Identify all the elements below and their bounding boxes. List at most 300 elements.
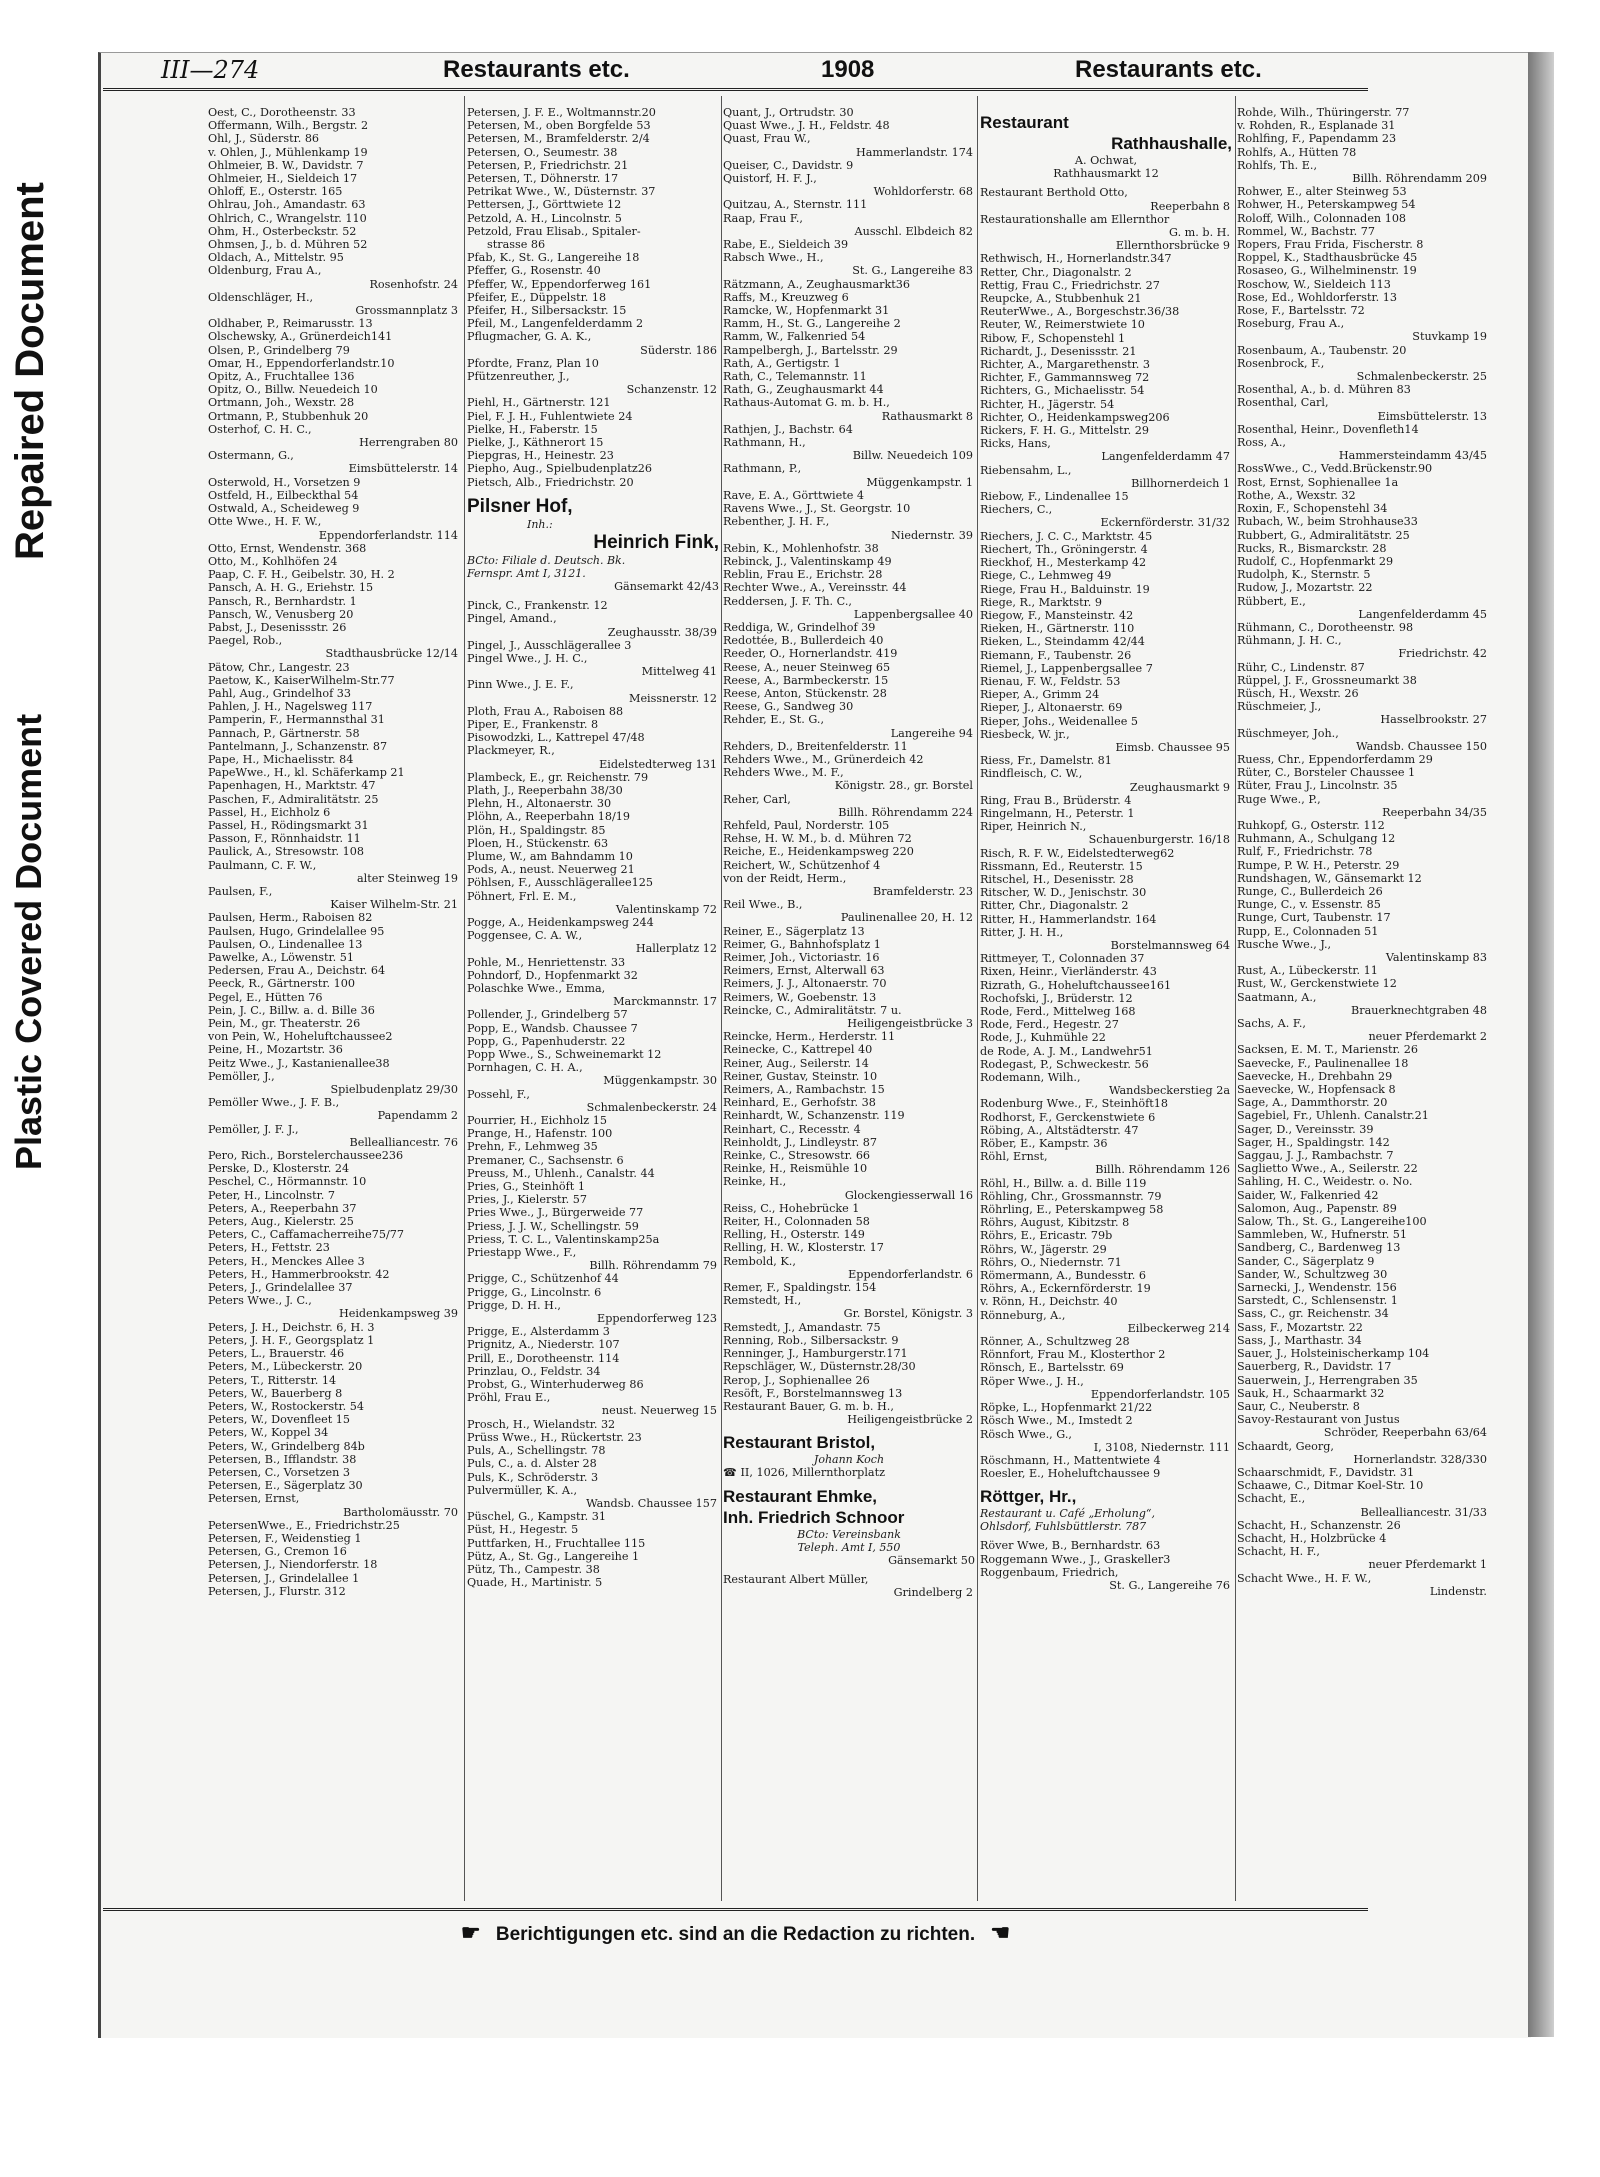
- directory-entry: Ramm, W., Falkenried 54: [723, 330, 866, 344]
- directory-entry: Peter, H., Lincolnstr. 7: [208, 1188, 335, 1202]
- directory-entry: Reddersen, J. F. Th. C.,: [723, 594, 852, 608]
- directory-entry: Schacht, H. F.,: [1237, 1545, 1320, 1559]
- directory-entry: Peters, W., Dovenfleet 15: [208, 1413, 351, 1427]
- directory-entry: Petersen, T., Döhnerstr. 17: [467, 172, 619, 186]
- directory-entry: Rönsch, E., Bartelsstr. 69: [980, 1361, 1124, 1375]
- directory-entry: Ramm, H., St. G., Langereihe 2: [723, 317, 901, 331]
- directory-entry: Schaawe, C., Ditmar Koel-Str. 10: [1237, 1479, 1424, 1493]
- directory-entry: Rosenthal, Carl,: [1237, 396, 1329, 410]
- directory-entry: Reuter, W., Reimerstwiete 10: [980, 318, 1145, 332]
- directory-entry: Petersen, G., Cremon 16: [208, 1545, 347, 1559]
- directory-entry: Langereihe 94: [890, 726, 973, 740]
- directory-entry: neust. Neuerweg 15: [601, 1404, 717, 1418]
- ad-title: Restaurant Bristol,: [723, 1433, 876, 1453]
- directory-entry: Pfab, K., St. G., Langereihe 18: [467, 251, 640, 265]
- directory-entry: Rost, Ernst, Sophienallee 1a: [1237, 475, 1399, 489]
- directory-entry: Relling, H. W., Klosterstr. 17: [723, 1241, 884, 1255]
- directory-entry: Remer, F., Spaldingstr. 154: [723, 1281, 877, 1295]
- directory-entry: Rosenbrock, F.,: [1237, 356, 1325, 370]
- column-2: [467, 106, 719, 1589]
- directory-entry: Peters, J. H., Deichstr. 6, H. 3: [208, 1320, 375, 1334]
- directory-entry: Reichert, W., Schützenhof 4: [723, 858, 881, 872]
- directory-entry: Preuss, M., Uhlenh., Canalstr. 44: [467, 1166, 655, 1180]
- directory-entry: Pansch, A. H. G., Eriehstr. 15: [208, 581, 374, 595]
- directory-entry: Riess, Fr., Damelstr. 81: [980, 754, 1112, 768]
- right-running-title: Restaurants etc.: [1075, 56, 1262, 83]
- directory-entry: Peters, H., Fettstr. 23: [208, 1241, 330, 1255]
- directory-entry: Rüschmeyer, Joh.,: [1237, 726, 1339, 740]
- left-running-title: Restaurants etc.: [443, 56, 630, 83]
- directory-entry: Hammerlandstr. 174: [855, 145, 973, 159]
- directory-entry: Rehders Wwe., M., Grünerdeich 42: [723, 752, 924, 766]
- directory-entry: Prange, H., Hafenstr. 100: [467, 1127, 613, 1141]
- directory-entry: Heidenkampsweg 39: [338, 1307, 458, 1321]
- directory-entry: Ritter, J. H. H.,: [980, 925, 1064, 939]
- directory-entry: Pfeil, M., Langenfelderdamm 2: [467, 317, 644, 331]
- header-rule: [103, 88, 1368, 93]
- directory-entry: Roxin, F., Schopenstehl 34: [1237, 502, 1388, 516]
- directory-entry: Rieken, L., Steindamm 42/44: [980, 635, 1145, 649]
- directory-entry: ReuterWwe., A., Borgeschstr.36/38: [980, 305, 1180, 319]
- directory-entry: Rechter Wwe., A., Vereinsstr. 44: [723, 581, 907, 595]
- directory-entry: Wandsbeckerstieg 2a: [1108, 1084, 1230, 1098]
- directory-entry: Petersen, B., Ifflandstr. 38: [208, 1452, 357, 1466]
- directory-entry: Pape, H., Michaelisstr. 84: [208, 752, 354, 766]
- directory-entry: Riper, Heinrich N.,: [980, 820, 1087, 834]
- column-1: [208, 106, 460, 1598]
- directory-entry: Opitz, A., Fruchtallee 136: [208, 370, 355, 384]
- directory-entry: v. Ohlen, J., Mühlenkamp 19: [208, 145, 368, 159]
- directory-entry: Reupcke, A., Stubbenhuk 21: [980, 292, 1142, 306]
- directory-entry: Kaiser Wilhelm-Str. 21: [330, 898, 458, 912]
- directory-entry: Petersen, P., Friedrichstr. 21: [467, 158, 629, 172]
- directory-entry: Rethwisch, H., Hornerlandstr.347: [980, 252, 1172, 266]
- directory-entry: Bellealliancestr. 31/33: [1360, 1505, 1487, 1519]
- directory-entry: Riebow, F., Lindenallee 15: [980, 490, 1129, 504]
- directory-entry: Petrikat Wwe., W., Düsternstr. 37: [467, 185, 656, 199]
- ad-owner-label: Inh.:: [527, 517, 553, 531]
- directory-entry: Prigge, D. H. H.,: [467, 1298, 561, 1312]
- directory-entry: Glockengiesserwall 16: [844, 1188, 973, 1202]
- directory-entry: Ohl, J., Süderstr. 86: [208, 132, 320, 146]
- directory-entry: Petersen, M., Bramfelderstr. 2/4: [467, 132, 650, 146]
- directory-entry: Petersen, F., Weidenstieg 1: [208, 1531, 362, 1545]
- directory-entry: von der Reidt, Herm.,: [723, 871, 847, 885]
- directory-entry: Pfeffer, G., Rosenstr. 40: [467, 264, 601, 278]
- directory-entry: Rosenthal, Heinr., Dovenfleth14: [1237, 422, 1419, 436]
- directory-entry: Rose, Ed., Wohldorferstr. 13: [1237, 290, 1397, 304]
- directory-entry: Pöhlsen, F., Ausschlägerallee125: [467, 876, 653, 890]
- directory-entry: Rathjen, J., Bachstr. 64: [723, 422, 853, 436]
- directory-entry: Peters Wwe., J. C.,: [208, 1294, 312, 1308]
- directory-entry: Peters, J. H. F., Georgsplatz 1: [208, 1333, 375, 1347]
- directory-entry: Billw. Neuedeich 109: [852, 449, 973, 463]
- directory-entry: Puls, A., Schellingstr. 78: [467, 1444, 606, 1458]
- directory-entry: Rampelbergh, J., Bartelsstr. 29: [723, 343, 898, 357]
- directory-entry: Röbing, A., Altstädterstr. 47: [980, 1123, 1139, 1137]
- directory-entry: Riemann, F., Taubenstr. 26: [980, 648, 1132, 662]
- directory-entry: Rönnfort, Frau M., Klosterthor 2: [980, 1348, 1166, 1362]
- directory-entry: Petersen, J., Grindelallee 1: [208, 1571, 360, 1585]
- directory-entry: Paulick, A., Stresowstr. 108: [208, 845, 364, 859]
- directory-entry: Schaardt, Georg,: [1237, 1439, 1334, 1453]
- directory-entry: Salomon, Aug., Papenstr. 89: [1237, 1201, 1397, 1215]
- directory-entry: Röver Wwe, B., Bernhardstr. 63: [980, 1539, 1161, 1553]
- directory-entry: Rulf, F., Friedrichstr. 78: [1237, 845, 1373, 859]
- directory-entry: Röhl, H., Billw. a. d. Bille 119: [980, 1176, 1147, 1190]
- directory-entry: Ross, A.,: [1237, 436, 1286, 450]
- directory-entry: Rudolf, C., Hopfenmarkt 29: [1237, 554, 1394, 568]
- directory-entry: Otto, Ernst, Wendenstr. 368: [208, 541, 367, 555]
- directory-entry: Reil Wwe., B.,: [723, 898, 803, 912]
- column-3: [723, 106, 975, 1599]
- directory-entry: Grossmannplatz 3: [355, 304, 458, 318]
- directory-entry: Eidelstedterweg 131: [599, 757, 717, 771]
- directory-entry: Restaurant Albert Müller,: [723, 1572, 869, 1586]
- directory-entry: Rönner, A., Schultzweg 28: [980, 1335, 1130, 1349]
- pointing-hand-icon: ☛: [460, 1920, 481, 1945]
- column-divider: [1235, 96, 1236, 1901]
- directory-entry: Sachs, A. F.,: [1237, 1017, 1306, 1031]
- directory-entry: Rommel, W., Bachstr. 77: [1237, 224, 1375, 238]
- directory-entry: Restaurant Bauer, G. m. b. H.,: [723, 1399, 894, 1413]
- directory-entry: alter Steinweg 19: [357, 871, 458, 885]
- directory-entry: RossWwe., C., Vedd.Brückenstr.90: [1237, 462, 1433, 476]
- directory-entry: Sacksen, E. M. T., Marienstr. 26: [1237, 1043, 1418, 1057]
- directory-entry: Spielbudenplatz 29/30: [330, 1083, 458, 1097]
- directory-entry: Olsen, P., Grindelberg 79: [208, 343, 350, 357]
- directory-entry: Runge, C., v. Essenstr. 85: [1237, 898, 1381, 912]
- directory-entry: Bramfelderstr. 23: [872, 884, 973, 898]
- directory-entry: Petersen, C., Vorsetzen 3: [208, 1465, 351, 1479]
- directory-entry: Lappenbergsallee 40: [853, 607, 973, 621]
- directory-entry: PetersenWwe., E., Friedrichstr.25: [208, 1518, 400, 1532]
- directory-entry: Pfützenreuther, J.,: [467, 370, 570, 384]
- directory-entry: Paegel, Rob.,: [208, 634, 283, 648]
- directory-entry: Saggau, J. J., Rambachstr. 7: [1237, 1149, 1394, 1163]
- directory-entry: Pamperin, F., Hermannsthal 31: [208, 713, 385, 727]
- directory-entry: Rickers, F. H. G., Mittelstr. 29: [980, 424, 1149, 438]
- roettger-advertisement: [980, 1486, 1232, 1533]
- directory-entry: Langenfelderdamm 47: [1101, 450, 1230, 464]
- directory-entry: Paschen, F., Admiralitätstr. 25: [208, 792, 379, 806]
- directory-entry: Ritter, H., Hammerlandstr. 164: [980, 912, 1157, 926]
- directory-entry: Röhrs, O., Niedernstr. 71: [980, 1255, 1122, 1269]
- directory-entry: Billh. Röhrendamm 224: [838, 805, 973, 819]
- directory-entry: Priess, J. J. W., Schellingstr. 59: [467, 1219, 639, 1233]
- directory-entry: Ropers, Frau Frida, Fischerstr. 8: [1237, 238, 1424, 252]
- directory-entry: Reese, A., Barmbeckerstr. 15: [723, 673, 889, 687]
- directory-entry: neuer Pferdemarkt 2: [1368, 1030, 1487, 1044]
- directory-entry: Prigge, E., Alsterdamm 3: [467, 1325, 610, 1339]
- directory-entry: Billh. Röhrendamm 79: [589, 1259, 717, 1273]
- directory-entry: Ringelmann, H., Peterstr. 1: [980, 806, 1135, 820]
- directory-entry: Renning, Rob., Silbersackstr. 9: [723, 1333, 899, 1347]
- column-4: [980, 106, 1232, 1592]
- directory-entry: Röhrs, August, Kibitzstr. 8: [980, 1216, 1130, 1230]
- directory-entry: Ohlmeier, H., Sieldeich 17: [208, 172, 358, 186]
- directory-entry: Reinhard, E., Gerhofstr. 38: [723, 1096, 876, 1110]
- directory-entry: Lindenstr.: [1429, 1584, 1487, 1598]
- directory-entry: Pröhl, Frau E.,: [467, 1391, 551, 1405]
- directory-entry: Röhling, Chr., Grossmannstr. 79: [980, 1189, 1162, 1203]
- directory-entry: Pabst, J., Desenissstr. 26: [208, 620, 347, 634]
- directory-entry: Pansch, R., Bernhardstr. 1: [208, 594, 357, 608]
- directory-entry: Peters, J., Grindelallee 37: [208, 1281, 353, 1295]
- directory-entry: I, 3108, Niedernstr. 111: [1093, 1440, 1230, 1454]
- directory-entry: Ricks, Hans,: [980, 437, 1051, 451]
- directory-entry: Stuvkamp 19: [1412, 330, 1487, 344]
- directory-entry: Rupp, E., Colonnaden 51: [1237, 924, 1379, 938]
- directory-entry: Petersen, M., oben Borgfelde 53: [467, 119, 651, 133]
- directory-entry: Zeughausmarkt 9: [1129, 780, 1230, 794]
- directory-entry: Premaner, C., Sachsenstr. 6: [467, 1153, 624, 1167]
- directory-entry: Prigge, G., Lincolnstr. 6: [467, 1285, 602, 1299]
- directory-entry: Roloff, Wilh., Colonnaden 108: [1237, 211, 1407, 225]
- directory-entry: Reimer, G., Bahnhofsplatz 1: [723, 937, 881, 951]
- directory-entry: Rosenbaum, A., Taubenstr. 20: [1237, 343, 1407, 357]
- page-number: III—274: [161, 56, 260, 84]
- directory-entry: Rüter, C., Borsteler Chaussee 1: [1237, 766, 1416, 780]
- directory-entry: Reeperbahn 8: [1150, 199, 1230, 213]
- directory-entry: Polaschke Wwe., Emma,: [467, 981, 606, 995]
- directory-entry: Röhrs, A., Eckernförderstr. 19: [980, 1282, 1151, 1296]
- directory-entry: Rohlfs, A., Hütten 78: [1237, 145, 1357, 159]
- directory-entry: Rodemann, Wilh.,: [980, 1071, 1081, 1085]
- directory-entry: Gr. Borstel, Königstr. 3: [843, 1307, 973, 1321]
- directory-entry: Riege, Frau H., Balduinstr. 19: [980, 582, 1150, 596]
- directory-entry: Osterwold, H., Vorsetzen 9: [208, 475, 361, 489]
- directory-entry: Pahl, Aug., Grindelhof 33: [208, 686, 352, 700]
- directory-entry: Sauerberg, R., Davidstr. 17: [1237, 1360, 1392, 1374]
- directory-entry: Rosenthal, A., b. d. Mühren 83: [1237, 383, 1411, 397]
- directory-entry: Ruge Wwe., P.,: [1237, 792, 1321, 806]
- directory-entry: Peters, Aug., Kielerstr. 25: [208, 1215, 354, 1229]
- directory-entry: Roggenbaum, Friedrich,: [980, 1565, 1119, 1579]
- directory-entry: Rathmann, P.,: [723, 462, 802, 476]
- directory-entry: Rühmann, C., Dorotheenstr. 98: [1237, 620, 1414, 634]
- directory-entry: Redottée, B., Bullerdeich 40: [723, 634, 884, 648]
- directory-entry: Sass, C., gr. Reichenstr. 34: [1237, 1307, 1389, 1321]
- directory-entry: Süderstr. 186: [640, 343, 717, 357]
- directory-entry: Peine, H., Mozartstr. 36: [208, 1043, 343, 1057]
- directory-entry: Papendamm 2: [377, 1109, 458, 1123]
- directory-entry: Sass, J., Marthastr. 34: [1237, 1333, 1362, 1347]
- directory-entry: Rerop, J., Sophienallee 26: [723, 1373, 870, 1387]
- directory-entry: Schanzenstr. 12: [626, 383, 717, 397]
- directory-entry: Richter, A., Margarethenstr. 3: [980, 358, 1150, 372]
- directory-entry: Pinn Wwe., J. E. F.,: [467, 678, 574, 692]
- directory-entry: Pfeffer, W., Eppendorferweg 161: [467, 277, 652, 291]
- directory-entry: Riemel, J., Lappenbergsallee 7: [980, 661, 1153, 675]
- directory-entry: Plön, H., Spaldingstr. 85: [467, 823, 606, 837]
- directory-entry: Rembold, K.,: [723, 1254, 796, 1268]
- directory-entry: Eilbeckerweg 214: [1127, 1321, 1230, 1335]
- directory-entry: Roggemann Wwe., J., Graskeller3: [980, 1552, 1171, 1566]
- directory-entry: Saatmann, A.,: [1237, 990, 1317, 1004]
- directory-entry: PapeWwe., H., kl. Schäferkamp 21: [208, 766, 405, 780]
- directory-entry: Oldhaber, P., Reimarusstr. 13: [208, 317, 373, 331]
- directory-entry: Renninger, J., Hamburgerstr.171: [723, 1347, 908, 1361]
- directory-entry: Pourrier, H., Eichholz 15: [467, 1114, 607, 1128]
- directory-entry: Billh. Röhrendamm 126: [1095, 1163, 1230, 1177]
- directory-entry: Richter, O., Heidenkampsweg206: [980, 410, 1170, 424]
- directory-entry: Borstelmannsweg 64: [1110, 938, 1230, 952]
- telephone-icon: ☎: [723, 1466, 741, 1480]
- directory-entry: Rieper, Johs., Weidenallee 5: [980, 714, 1138, 728]
- directory-entry: Röper Wwe., J. H.,: [980, 1374, 1084, 1388]
- directory-entry: Ostfeld, H., Eilbeckthal 54: [208, 488, 359, 502]
- directory-entry: Riegow, F., Mansteinstr. 42: [980, 608, 1134, 622]
- directory-entry: Sagebiel, Fr., Uhlenh. Canalstr.21: [1237, 1109, 1429, 1123]
- directory-entry: Röhl, Ernst,: [980, 1150, 1048, 1164]
- directory-entry: Ruhmann, A., Schulgang 12: [1237, 832, 1396, 846]
- directory-entry: Pfeifer, E., Düppelstr. 18: [467, 290, 607, 304]
- directory-entry: Restaurationshalle am Ellernthor: [980, 212, 1170, 226]
- directory-entry: Oldach, A., Mittelstr. 95: [208, 251, 344, 265]
- directory-entry: Plackmeyer, R.,: [467, 744, 555, 758]
- directory-entry: Osterhof, C. H. C.,: [208, 422, 312, 436]
- directory-entry: Popp, E., Wandsb. Chaussee 7: [467, 1021, 638, 1035]
- directory-entry: Runge, Curt, Taubenstr. 17: [1237, 911, 1391, 925]
- directory-entry: Rittmeyer, T., Colonnaden 37: [980, 952, 1145, 966]
- directory-entry: Otto, M., Kohlhöfen 24: [208, 554, 338, 568]
- directory-entry: Reimers, W., Goebenstr. 13: [723, 990, 877, 1004]
- directory-entry: Sarnecki, J., Wendenstr. 156: [1237, 1281, 1397, 1295]
- directory-entry: Remstedt, H.,: [723, 1294, 802, 1308]
- directory-entry: Reinke, C., Stresowstr. 66: [723, 1149, 871, 1163]
- directory-entry: Olschewsky, A., Grünerdeich141: [208, 330, 393, 344]
- directory-entry: Ausschl. Elbdeich 82: [854, 224, 973, 238]
- directory-entry: Schauenburgerstr. 16/18: [1088, 833, 1230, 847]
- directory-entry: Savoy-Restaurant von Justus: [1237, 1413, 1400, 1427]
- directory-entry: Rüter, Frau J., Lincolnstr. 35: [1237, 779, 1398, 793]
- directory-entry: Billh. Röhrendamm 209: [1352, 172, 1487, 186]
- directory-entry: Ohm, H., Osterbeckstr. 52: [208, 224, 357, 238]
- directory-entry: Rathaus-Automat G. m. b. H.,: [723, 396, 890, 410]
- directory-entry: neuer Pferdemarkt 1: [1368, 1558, 1487, 1572]
- directory-entry: Niedernstr. 39: [890, 528, 973, 542]
- directory-entry: v. Rohden, R., Esplanade 31: [1237, 119, 1396, 133]
- directory-entry: Saevecke, F., Paulinenallee 18: [1237, 1056, 1409, 1070]
- directory-entry: Pein, M., gr. Theaterstr. 26: [208, 1017, 361, 1031]
- directory-entry: Pielke, J., Käthnerort 15: [467, 436, 604, 450]
- directory-entry: Grindelberg 2: [893, 1585, 973, 1599]
- directory-entry: Sauk, H., Schaarmarkt 32: [1237, 1386, 1385, 1400]
- directory-entry: Sager, H., Spaldingstr. 142: [1237, 1135, 1390, 1149]
- directory-entry: Ring, Frau B., Brüderstr. 4: [980, 793, 1132, 807]
- directory-entry: Reincke, Herm., Herderstr. 11: [723, 1030, 896, 1044]
- directory-entry: Pöhnert, Frl. E. M.,: [467, 889, 577, 903]
- directory-entry: Pahlen, J. H., Nagelsweg 117: [208, 700, 373, 714]
- year-heading: 1908: [821, 56, 875, 83]
- directory-entry: Rizrath, G., Hoheluftchaussee161: [980, 978, 1172, 992]
- directory-entry: Valentinskamp 83: [1385, 951, 1487, 964]
- directory-entry: Petersen, J. F. E., Woltmannstr.20: [467, 106, 656, 119]
- directory-entry: Sauerwein, J., Herrengraben 35: [1237, 1373, 1418, 1387]
- directory-entry: Heiligengeistbrücke 2: [847, 1413, 973, 1427]
- directory-entry: Riechert, Th., Gröningerstr. 4: [980, 542, 1148, 556]
- column-5: [1237, 106, 1489, 1598]
- directory-entry: Paulinenallee 20, H. 12: [840, 911, 973, 925]
- directory-entry: Rixen, Heinr., Vierländerstr. 43: [980, 965, 1157, 979]
- directory-entry: Reiter, H., Colonnaden 58: [723, 1215, 870, 1229]
- ad-name: Rathhaushalle,: [1111, 134, 1232, 153]
- directory-entry: Bartholomäusstr. 70: [343, 1505, 458, 1519]
- directory-entry: Popp, G., Papenhuderstr. 22: [467, 1034, 626, 1048]
- directory-entry: Petersen, J., Flurstr. 312: [208, 1584, 346, 1598]
- ad-owner: Inh. Friedrich Schnoor: [723, 1507, 905, 1527]
- directory-entry: Ohmsen, J., b. d. Mühren 52: [208, 238, 368, 252]
- footer-rule: [103, 1908, 1368, 1913]
- directory-entry: Plöhn, A., Reeperbahn 18/19: [467, 810, 630, 824]
- directory-entry: Rave, E. A., Görttwiete 4: [723, 488, 865, 502]
- directory-entry: Rindfleisch, C. W.,: [980, 767, 1083, 781]
- directory-entry: Pods, A., neust. Neuerweg 21: [467, 863, 635, 877]
- directory-entry: Pollender, J., Grindelberg 57: [467, 1008, 628, 1022]
- directory-entry: Peitz Wwe., J., Kastanienallee38: [208, 1056, 390, 1070]
- directory-entry: Pawelke, A., Löwenstr. 51: [208, 951, 354, 964]
- directory-entry: von Pein, W., Hoheluftchaussee2: [208, 1030, 393, 1044]
- column-divider: [464, 96, 465, 1901]
- directory-entry: Rathausmarkt 8: [881, 409, 973, 423]
- directory-entry: Hammersteindamm 43/45: [1338, 449, 1487, 463]
- directory-entry: Rehse, H. W. M., b. d. Mühren 72: [723, 832, 912, 846]
- directory-entry: Schacht, H., Holzbrücke 4: [1237, 1531, 1387, 1545]
- directory-entry: Pielke, H., Faberstr. 15: [467, 422, 598, 436]
- directory-entry: Pornhagen, C. H. A.,: [467, 1061, 583, 1075]
- directory-entry: Rose, F., Bartelsstr. 72: [1237, 304, 1365, 318]
- directory-entry: Pohndorf, D., Hopfenmarkt 32: [467, 968, 638, 982]
- directory-entry: Reinholdt, J., Lindleystr. 87: [723, 1135, 877, 1149]
- directory-entry: Prigge, C., Schützenhof 44: [467, 1272, 619, 1286]
- directory-entry: Schacht, E.,: [1237, 1492, 1306, 1506]
- directory-entry: Piper, E., Frankenstr. 8: [467, 717, 599, 731]
- directory-entry: Pemöller Wwe., J. F. B.,: [208, 1096, 340, 1110]
- directory-entry: Ritschel, H., Desenisstr. 28: [980, 872, 1134, 886]
- directory-entry: Reinke, H.,: [723, 1175, 787, 1189]
- directory-entry: Reimers, J. J., Altonaerstr. 70: [723, 977, 887, 991]
- directory-entry: Pingel Wwe., J. H. C.,: [467, 651, 588, 665]
- directory-entry: Rubach, W., beim Strohhause33: [1237, 515, 1418, 529]
- directory-entry: Peters, W., Koppel 34: [208, 1426, 329, 1440]
- directory-entry: Rebinck, J., Valentinskamp 49: [723, 554, 892, 568]
- directory-entry: Paulsen, Herm., Raboisen 82: [208, 911, 373, 925]
- directory-entry: Röhrling, E., Peterskampweg 58: [980, 1203, 1164, 1217]
- directory-entry: Müggenkampstr. 1: [866, 475, 973, 489]
- directory-entry: Pein, J. C., Billw. a. d. Bille 36: [208, 1003, 375, 1017]
- directory-entry: Roesler, E., Hoheluftchaussee 9: [980, 1467, 1161, 1481]
- directory-entry: Rusche Wwe., J.,: [1237, 937, 1332, 951]
- directory-entry: Pansch, W., Venusberg 20: [208, 607, 354, 621]
- directory-entry: Rode, Ferd., Hegestr. 27: [980, 1018, 1119, 1032]
- directory-entry: Reddiga, W., Grindelhof 39: [723, 620, 876, 634]
- directory-entry: Peters, H., Menckes Allee 3: [208, 1254, 365, 1268]
- directory-entry: Saider, W., Falkenried 42: [1237, 1188, 1379, 1202]
- directory-entry: Ostermann, G.,: [208, 449, 294, 463]
- directory-entry: Riechers, J. C. C., Marktstr. 45: [980, 529, 1153, 543]
- directory-entry: Schacht Wwe., H. F. W.,: [1237, 1571, 1372, 1585]
- directory-entry: Heiligengeistbrücke 3: [847, 1017, 973, 1031]
- directory-entry: Reinke, H., Reismühle 10: [723, 1162, 868, 1176]
- directory-entry: Otte Wwe., H. F. W.,: [208, 515, 322, 529]
- directory-entry: Rosenhofstr. 24: [369, 277, 458, 291]
- directory-entry: Rieper, A., Grimm 24: [980, 688, 1100, 702]
- directory-entry: Rust, A., Lübeckerstr. 11: [1237, 964, 1378, 978]
- directory-entry: Mittelweg 41: [641, 665, 717, 679]
- directory-entry: Saevecke, H., Drehbahn 29: [1237, 1069, 1393, 1083]
- directory-entry: Reiner, Aug., Seilerstr. 14: [723, 1056, 869, 1070]
